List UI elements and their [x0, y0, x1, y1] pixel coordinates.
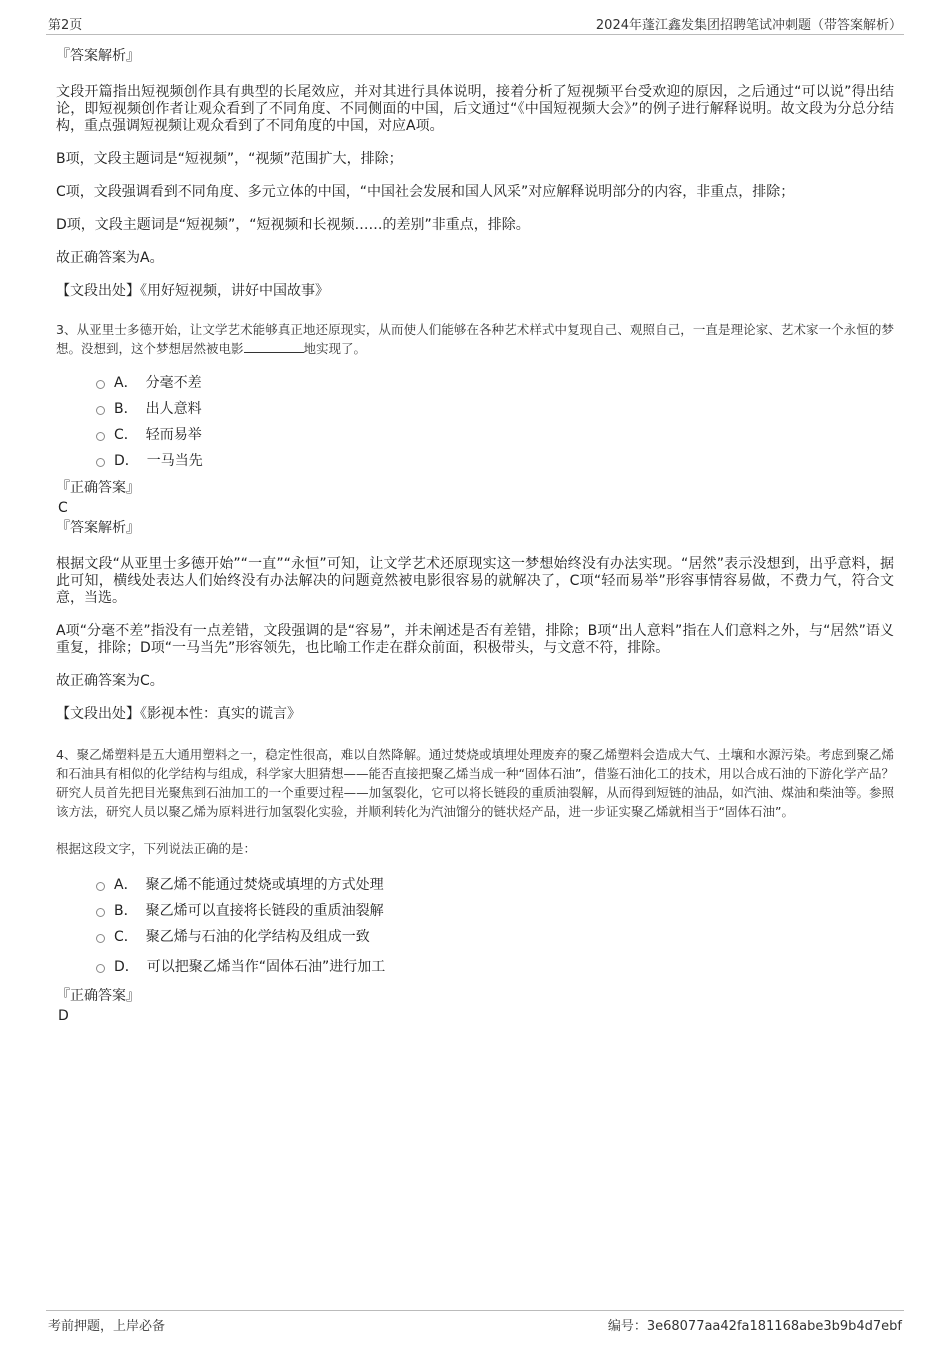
q3-source-title: 《影视本性：真实的谎言》: [140, 706, 301, 722]
q4-option-d[interactable]: D． 可以把聚乙烯当作“固体石油”进行加工: [56, 954, 894, 980]
radio-icon[interactable]: [96, 380, 105, 389]
q3-option-d-text: 一马当先: [146, 453, 203, 469]
q3-options: [56, 370, 894, 474]
q3-correct-answer: C: [58, 500, 68, 516]
q2-source: [56, 283, 894, 300]
footer-code: 编号：3e68077aa42fa181168abe3b9b4d7ebf: [607, 1319, 902, 1334]
q2-conclusion: 故正确答案为A。: [56, 250, 164, 266]
radio-icon[interactable]: [96, 458, 105, 467]
radio-icon[interactable]: [96, 406, 105, 415]
q3-option-c[interactable]: C． 轻而易举: [56, 422, 894, 448]
page-number: 第2页: [48, 18, 83, 33]
page-header: [46, 12, 904, 35]
q2-analysis-d: D项，文段主题词是“短视频”，“短视频和长视频……的差别”非重点，排除。: [56, 217, 530, 233]
q4-option-a[interactable]: A． 聚乙烯不能通过焚烧或填埋的方式处理: [56, 872, 894, 898]
q4-option-b-text: 聚乙烯可以直接将长链段的重质油裂解: [145, 903, 384, 919]
radio-icon[interactable]: [96, 432, 105, 441]
q3-blank: [244, 340, 304, 353]
q4-option-d-text: 可以把聚乙烯当作“固体石油”进行加工: [146, 959, 386, 975]
page-footer: [46, 1310, 904, 1335]
q4-option-a-text: 聚乙烯不能通过焚烧或填埋的方式处理: [145, 877, 384, 893]
radio-icon[interactable]: [96, 882, 105, 891]
q3-analysis-text-2: A项“分毫不差”指没有一点差错，文段强调的是“容易”，并未阐述是否有差错，排除；B项“出人意料”指在人们意料之外，与“居然”语义重复，排除；D项“一马当先”形容领先，也比喻工作走在群众前面，积极带头，与文意不符，排除。: [56, 623, 894, 656]
q3-analysis-label: 『答案解析』: [56, 520, 140, 536]
q3-conclusion: 故正确答案为C。: [56, 673, 164, 689]
q4-option-c-text: 聚乙烯与石油的化学结构及组成一致: [145, 929, 370, 945]
q3-source-label: 【文段出处】: [56, 706, 140, 722]
q2-analysis-c: C项，文段强调看到不同角度、多元立体的中国，“中国社会发展和国人风采”对应解释说明部分的内容，非重点，排除；: [56, 184, 795, 200]
q4-question: 根据这段文字，下列说法正确的是：: [56, 841, 257, 856]
q4-stem: 4、聚乙烯塑料是五大通用塑料之一，稳定性很高，难以自然降解。通过焚烧或填埋处理废弃的聚乙烯塑料会造成大气、土壤和水源污染。考虑到聚乙烯和石油具有相似的化学结构与组成，科学家大胆猜想——能否直接把聚乙烯当成一种“固体石油”，借鉴石油化工的技术，用以合成石油的下游化学产品？研究人员首先把目光聚焦到石油加工的一个重要过程——加氢裂化，它可以将长链段的重质油裂解，从而得到短链的油品，如汽油、煤油和柴油等。参照该方法，研究人员以聚乙烯为原料进行加氢裂化实验，并顺利转化为汽油馏分的链状烃产品，进一步证实聚乙烯就相当于“固体石油”。: [56, 747, 894, 819]
q4-option-b[interactable]: B． 聚乙烯可以直接将长链段的重质油裂解: [56, 898, 894, 924]
q3-stem-text: 3、从亚里士多德开始，让文学艺术能够真正地还原现实，从而使人们能够在各种艺术样式中复现自己、观照自己，一直是理论家、艺术家一个永恒的梦想。没想到，这个梦想居然被电影: [56, 322, 894, 356]
radio-icon[interactable]: [96, 908, 105, 917]
q4-correct-answer: D: [58, 1008, 69, 1024]
q4-option-c[interactable]: C． 聚乙烯与石油的化学结构及组成一致: [56, 924, 894, 950]
q3-analysis-text: 根据文段“从亚里士多德开始”“一直”“永恒”可知，让文学艺术还原现实这一梦想始终没有办法实现。“居然”表示没想到，出乎意料，据此可知，横线处表达人们始终没有办法解决的问题竟然被电影很容易的就解决了，C项“轻而易举”形容事情容易做，不费力气，符合文意，当选。: [56, 556, 894, 606]
q3-option-c-text: 轻而易举: [145, 427, 202, 443]
q3-stem-end: 地实现了。: [303, 341, 367, 356]
q2-analysis-text: 文段开篇指出短视频创作具有典型的长尾效应，并对其进行具体说明，接着分析了短视频平台受欢迎的原因，之后通过“可以说”得出结论，即短视频创作者让观众看到了不同角度、不同侧面的中国，后文通过“《中国短视频大会》”的例子进行解释说明。故文段为分总分结构，重点强调短视频让观众看到了不同角度的中国，对应A项。: [56, 84, 894, 134]
q3-option-a[interactable]: A． 分毫不差: [56, 370, 894, 396]
q3-option-d[interactable]: D． 一马当先: [56, 448, 894, 474]
q3-source: [56, 706, 894, 723]
radio-icon[interactable]: [96, 964, 105, 973]
q2-source-label: 【文段出处】: [56, 283, 140, 299]
footer-slogan: 考前押题，上岸必备: [48, 1319, 166, 1334]
q2-source-title: 《用好短视频，讲好中国故事》: [140, 283, 329, 299]
q3-option-b[interactable]: B． 出人意料: [56, 396, 894, 422]
q3-option-b-text: 出人意料: [145, 401, 202, 417]
q4-correct-label: 『正确答案』: [56, 988, 140, 1004]
q3-stem: [56, 320, 894, 358]
q3-correct-label: 『正确答案』: [56, 480, 140, 496]
page-content: [56, 44, 894, 1026]
q2-analysis-b: B项，文段主题词是“短视频”，“视频”范围扩大，排除；: [56, 151, 403, 167]
q3-option-a-text: 分毫不差: [145, 375, 202, 391]
q2-analysis-label: 『答案解析』: [56, 48, 140, 64]
document-title: 2024年蓬江鑫发集团招聘笔试冲刺题（带答案解析）: [595, 18, 902, 33]
radio-icon[interactable]: [96, 934, 105, 943]
q4-options: [56, 872, 894, 980]
